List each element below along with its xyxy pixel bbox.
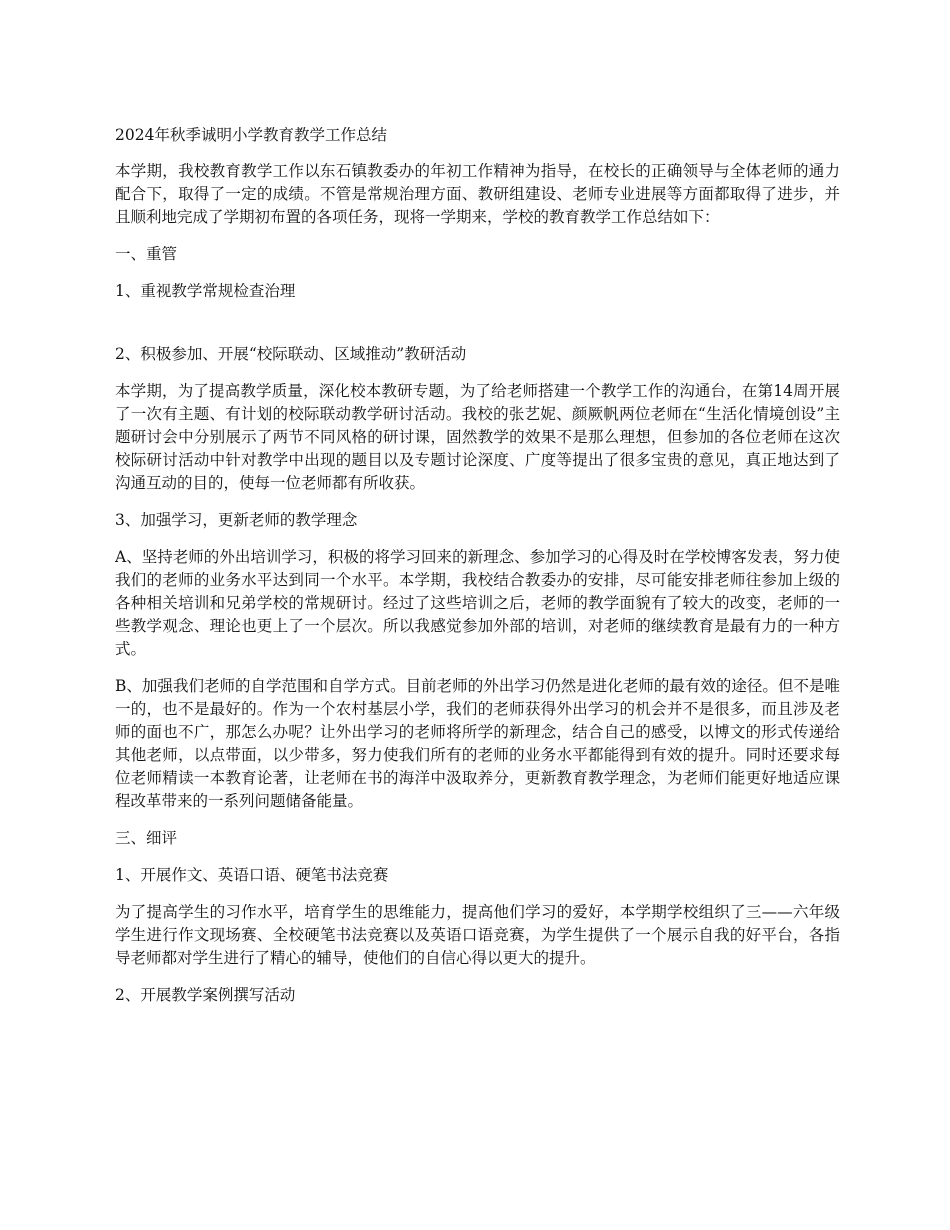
subheading-1-2: 2、积极参加、开展“校际联动、区域推动”教研活动	[115, 345, 467, 363]
body-paragraph: B、加强我们老师的自学范围和自学方式。目前老师的外出学习仍然是进化老师的最有效的途径。但不是唯一的，也不是最好的。作为一个农村基层小学，我们的老师获得外出学习的机会并不是很多，而且涉及老师的面也不广，那怎么办呢？让外出学习的老师将所学的新理念，结合自己的感受，以博文的形式传递给其他老师，以点带面，以少带多，努力使我们所有的老师的业务水平都能得到有效的提升。同时还要求每位老师精读一本教育论著，让老师在书的海洋中汲取养分，更新教育教学理念，为老师们能更好地适应课程改革带来的一系列问题储备能量。	[115, 677, 840, 810]
body-paragraph: 本学期，为了提高教学质量，深化校本教研专题，为了给老师搭建一个教学工作的沟通台，在第14周开展了一次有主题、有计划的校际联动教学研讨活动。我校的张艺妮、颜厥帆两位老师在“生活化情境创设”主题研讨会中分别展示了两节不同风格的研讨课，固然教学的效果不是那么理想，但参加的各位老师在这次校际研讨活动中针对教学中出现的题目以及专题讨论深度、广度等提出了很多宝贵的意见，真正地达到了沟通互动的目的，使每一位老师都有所收获。	[115, 382, 840, 492]
document-body	[115, 124, 840, 1021]
subheading-1-3: 3、加强学习，更新老师的教学理念	[115, 511, 358, 529]
section-heading-1: 一、重管	[115, 245, 178, 263]
body-paragraph: 为了提高学生的习作水平，培育学生的思维能力，提高他们学习的爱好，本学期学校组织了三——六年级学生进行作文现场赛、全校硬笔书法竞赛以及英语口语竞赛，为学生提供了一个展示自我的好平台，各指导老师都对学生进行了精心的辅导，使他们的自信心得以更大的提升。	[115, 903, 840, 967]
subheading-1-1: 1、重视教学常规检查治理	[115, 282, 296, 300]
section-heading-3: 三、细评	[115, 829, 178, 847]
body-paragraph: A、坚持老师的外出培训学习，积极的将学习回来的新理念、参加学习的心得及时在学校博客发表，努力使我们的老师的业务水平达到同一个水平。本学期，我校结合教委办的安排，尽可能安排老师往参加上级的各种相关培训和兄弟学校的常规研讨。经过了这些培训之后，老师的教学面貌有了较大的改变，老师的一些教学观念、理论也更上了一个层次。所以我感觉参加外部的培训，对老师的继续教育是最有力的一种方式。	[115, 548, 840, 658]
subheading-3-2: 2、开展教学案例撰写活动	[115, 986, 296, 1004]
document-title: 2024年秋季诚明小学教育教学工作总结	[115, 126, 387, 144]
subheading-3-1: 1、开展作文、英语口语、硬笔书法竞赛	[115, 866, 389, 884]
intro-paragraph: 本学期，我校教育教学工作以东石镇教委办的年初工作精神为指导，在校长的正确领导与全体老师的通力配合下，取得了一定的成绩。不管是常规治理方面、教研组建设、老师专业进展等方面都取得了进步，并且顺利地完成了学期初布置的各项任务，现将一学期来，学校的教育教学工作总结如下：	[115, 162, 840, 226]
